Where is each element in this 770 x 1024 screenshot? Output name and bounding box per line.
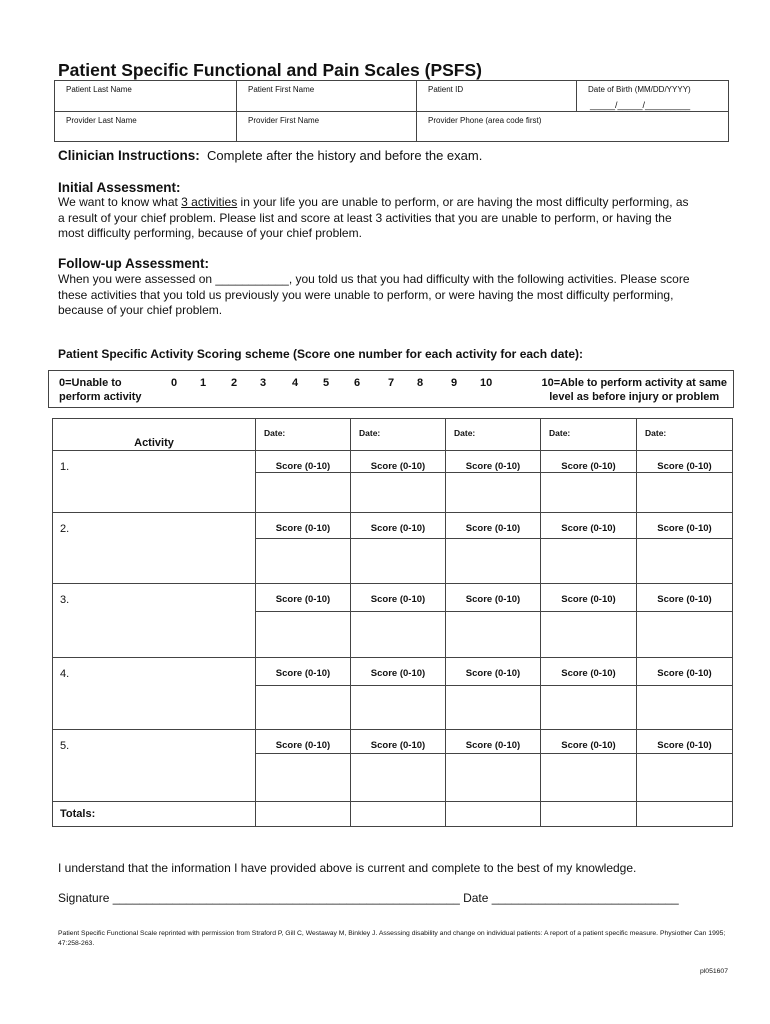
score-label: Score (0-10) <box>256 730 351 754</box>
score-input-cell[interactable] <box>256 612 351 658</box>
date-label: Date: <box>549 428 571 438</box>
scale-min-label: 0=Unable to perform activity <box>59 377 142 403</box>
score-input-cell[interactable] <box>637 539 733 584</box>
score-label: Score (0-10) <box>541 658 637 686</box>
scale-number: 3 <box>260 377 267 389</box>
date-label: Date: <box>454 428 476 438</box>
total-cell[interactable] <box>637 802 733 827</box>
score-input-cell[interactable] <box>351 539 446 584</box>
clinician-instructions <box>58 148 482 163</box>
score-input-cell[interactable] <box>351 754 446 802</box>
activity-number: 5. <box>60 740 70 752</box>
activity-cell[interactable] <box>53 658 256 730</box>
score-label: Score (0-10) <box>637 730 733 754</box>
activity-number: 3. <box>60 594 70 606</box>
scale-number: 7 <box>388 377 395 389</box>
score-label: Score (0-10) <box>637 451 733 473</box>
date-of-birth-label: Date of Birth (MM/DD/YYYY) <box>588 85 691 94</box>
score-label: Score (0-10) <box>637 658 733 686</box>
date-cell[interactable] <box>541 419 637 451</box>
score-label: Score (0-10) <box>541 730 637 754</box>
activity-cell[interactable] <box>53 730 256 802</box>
provider-first-name-field[interactable] <box>237 112 417 142</box>
score-input-cell[interactable] <box>541 754 637 802</box>
three-activities-emphasis: 3 activities <box>181 195 238 209</box>
clinician-instructions-text: Complete after the history and before the exam. <box>207 148 483 163</box>
score-input-cell[interactable] <box>637 473 733 513</box>
score-input-cell[interactable] <box>351 473 446 513</box>
scale-number: 1 <box>200 377 207 389</box>
patient-last-name-label: Patient Last Name <box>66 85 132 94</box>
provider-last-name-label: Provider Last Name <box>66 116 137 125</box>
date-label: Date: <box>359 428 381 438</box>
total-cell[interactable] <box>446 802 541 827</box>
score-input-cell[interactable] <box>446 754 541 802</box>
score-input-cell[interactable] <box>256 754 351 802</box>
score-label: Score (0-10) <box>351 658 446 686</box>
score-label: Score (0-10) <box>446 658 541 686</box>
scoring-scheme-title: Patient Specific Activity Scoring scheme (Score one number for each activity for each date): <box>58 347 584 361</box>
score-label: Score (0-10) <box>351 513 446 539</box>
score-label: Score (0-10) <box>637 584 733 612</box>
provider-last-name-field[interactable] <box>55 112 237 142</box>
score-input-cell[interactable] <box>541 686 637 730</box>
scale-number: 8 <box>417 377 424 389</box>
patient-info-table <box>54 80 729 142</box>
score-input-cell[interactable] <box>351 686 446 730</box>
followup-assessment-text: When you were assessed on ___________, you told us that you had difficulty with the following activities. Please score these activities that you told us previously you were unable to perform, or were having the most difficulty performing, because of your chief problem. <box>58 272 690 317</box>
score-input-cell[interactable] <box>541 612 637 658</box>
total-cell[interactable] <box>256 802 351 827</box>
score-label: Score (0-10) <box>256 658 351 686</box>
scoring-scale-box <box>48 370 734 408</box>
date-cell[interactable] <box>637 419 733 451</box>
scale-number: 0 <box>171 377 178 389</box>
provider-first-name-label: Provider First Name <box>248 116 320 125</box>
date-cell[interactable] <box>351 419 446 451</box>
score-label: Score (0-10) <box>541 584 637 612</box>
score-input-cell[interactable] <box>256 539 351 584</box>
patient-id-field[interactable] <box>417 81 577 112</box>
provider-phone-label: Provider Phone (area code first) <box>428 116 542 125</box>
activity-column-header: Activity <box>53 419 256 451</box>
activity-score-table <box>52 418 733 827</box>
score-input-cell[interactable] <box>541 539 637 584</box>
form-id: pl051607 <box>700 968 728 975</box>
score-input-cell[interactable] <box>637 686 733 730</box>
page-title: Patient Specific Functional and Pain Scales (PSFS) <box>58 60 482 80</box>
patient-last-name-field[interactable] <box>55 81 237 112</box>
activity-number: 1. <box>60 461 70 473</box>
score-label: Score (0-10) <box>446 730 541 754</box>
date-label: Date: <box>264 428 286 438</box>
total-cell[interactable] <box>351 802 446 827</box>
scale-number: 4 <box>292 377 299 389</box>
total-cell[interactable] <box>541 802 637 827</box>
clinician-instructions-label: Clinician Instructions: <box>58 148 200 163</box>
date-of-birth-blank: _____/_____/_________ <box>590 100 691 110</box>
score-label: Score (0-10) <box>351 730 446 754</box>
initial-assessment-text: We want to know what 3 activities in your life you are unable to perform, or are having the most difficulty performing, as a result of your chief problem. Please list and score at least 3 activities that you are unable to perform, or having the most difficulty performing, because of your chief problem. <box>58 195 689 240</box>
score-input-cell[interactable] <box>256 473 351 513</box>
attestation-statement: I understand that the information I have provided above is current and complete to the best of my knowledge. <box>58 861 637 875</box>
score-input-cell[interactable] <box>256 686 351 730</box>
score-label: Score (0-10) <box>351 451 446 473</box>
date-of-birth-field[interactable] <box>577 81 729 112</box>
totals-label: Totals: <box>53 802 256 827</box>
scale-max-label: 10=Able to perform activity at same level as before injury or problem <box>541 377 727 403</box>
score-label: Score (0-10) <box>541 513 637 539</box>
followup-assessment-heading: Follow-up Assessment: <box>58 256 210 271</box>
scale-number: 10 <box>480 377 493 389</box>
scale-number: 5 <box>323 377 330 389</box>
score-label: Score (0-10) <box>541 451 637 473</box>
activity-cell[interactable] <box>53 513 256 584</box>
provider-phone-field[interactable] <box>417 112 729 142</box>
date-cell[interactable] <box>446 419 541 451</box>
patient-first-name-field[interactable] <box>237 81 417 112</box>
score-input-cell[interactable] <box>351 612 446 658</box>
score-input-cell[interactable] <box>446 612 541 658</box>
score-input-cell[interactable] <box>637 754 733 802</box>
date-label: Date: <box>645 428 667 438</box>
activity-cell[interactable] <box>53 584 256 658</box>
score-label: Score (0-10) <box>351 584 446 612</box>
scale-number: 6 <box>354 377 361 389</box>
activity-number: 2. <box>60 523 70 535</box>
score-input-cell[interactable] <box>446 473 541 513</box>
scale-number: 9 <box>451 377 458 389</box>
score-input-cell[interactable] <box>637 612 733 658</box>
score-label: Score (0-10) <box>637 513 733 539</box>
patient-first-name-label: Patient First Name <box>248 85 315 94</box>
activity-cell[interactable] <box>53 451 256 513</box>
score-label: Score (0-10) <box>446 584 541 612</box>
initial-assessment-heading: Initial Assessment: <box>58 180 181 195</box>
scale-number: 2 <box>231 377 238 389</box>
score-label: Score (0-10) <box>256 513 351 539</box>
score-label: Score (0-10) <box>256 584 351 612</box>
citation-note: Patient Specific Functional Scale reprinted with permission from Straford P, Gill C, Westaway M, Binkley J. Assessing disability and change on individual patients: A report of a patient specific measure. Physiother Can 1995; 47:258-263. <box>58 930 726 947</box>
score-input-cell[interactable] <box>446 539 541 584</box>
score-label: Score (0-10) <box>446 451 541 473</box>
score-label: Score (0-10) <box>256 451 351 473</box>
score-input-cell[interactable] <box>541 473 637 513</box>
signature-date-line[interactable]: Signature ____________________________________________________ Date ____________________________ <box>58 891 679 905</box>
date-cell[interactable] <box>256 419 351 451</box>
score-label: Score (0-10) <box>446 513 541 539</box>
patient-id-label: Patient ID <box>428 85 464 94</box>
activity-number: 4. <box>60 668 70 680</box>
score-input-cell[interactable] <box>446 686 541 730</box>
